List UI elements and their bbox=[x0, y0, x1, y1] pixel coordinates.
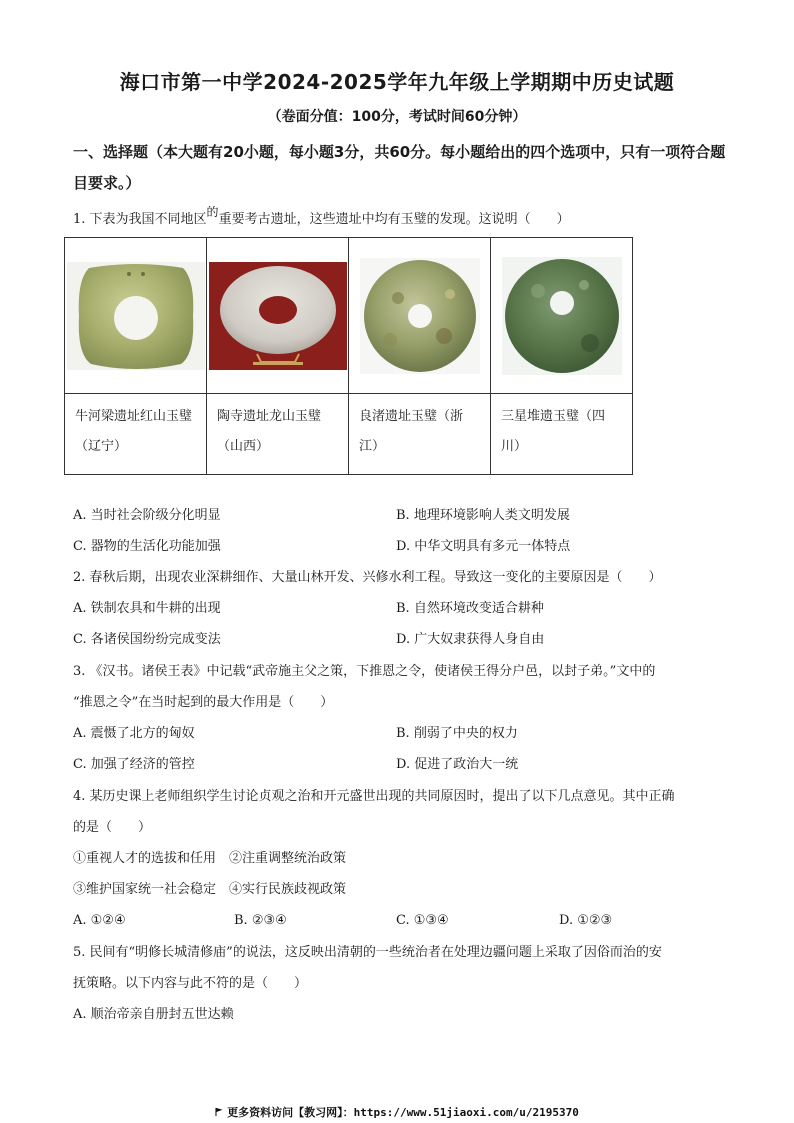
question-5-stem-line1: 5. 民间有“明修长城清修庙”的说法，这反映出清朝的一些统治者在处理边疆问题上采取了因俗而治的安 bbox=[73, 945, 662, 960]
footer-link[interactable] bbox=[0, 1104, 794, 1120]
question-1-stem-part2: 重要考古遗址，这些遗址中均有玉璧的发现。这说明（ ） bbox=[218, 212, 570, 227]
jade-bi-disc-dark-green-icon bbox=[502, 257, 622, 375]
relic-caption: 陶寺遗址龙山玉璧（山西） bbox=[207, 394, 349, 475]
question-1-option-a[interactable]: A. 当时社会阶级分化明显 bbox=[73, 508, 221, 523]
jade-bi-disc-white-on-red-icon bbox=[209, 262, 347, 370]
relic-caption: 良渚遗址玉璧（浙江） bbox=[349, 394, 491, 475]
relic-caption: 三星堆遗玉璧（四川） bbox=[491, 394, 633, 475]
question-3-option-c[interactable]: C. 加强了经济的管控 bbox=[73, 757, 195, 772]
question-2-stem: 2. 春秋后期，出现农业深耕细作、大量山林开发、兴修水利工程。导致这一变化的主要原因是（ ） bbox=[73, 570, 662, 585]
relic-image-cell bbox=[349, 238, 491, 394]
question-3-option-b[interactable]: B. 削弱了中央的权力 bbox=[396, 726, 518, 741]
question-3-option-d[interactable]: D. 促进了政治大一统 bbox=[396, 757, 519, 772]
question-5-stem-line2: 抚策略。以下内容与此不符的是（ ） bbox=[73, 976, 308, 991]
question-4-option-c[interactable]: C. ①③④ bbox=[396, 913, 449, 928]
question-4-points-line2: ③维护国家统一社会稳定 ④实行民族歧视政策 bbox=[73, 882, 347, 897]
question-3-stem-line2: “推恩之令”在当时起到的最大作用是（ ） bbox=[73, 695, 334, 710]
relic-image-cell bbox=[491, 238, 633, 394]
question-2-option-c[interactable]: C. 各诸侯国纷纷完成变法 bbox=[73, 632, 221, 647]
question-1-option-c[interactable]: C. 器物的生活化功能加强 bbox=[73, 539, 221, 554]
exam-info: （卷面分值：100分，考试时间60分钟） bbox=[267, 109, 527, 125]
question-3-stem-line1: 3. 《汉书。诸侯王表》中记载“武帝施主父之策，下推恩之令，使诸侯王得分户邑，以封子弟。”文中的 bbox=[73, 664, 656, 679]
relic-image-cell bbox=[65, 238, 207, 394]
question-1-stem-part1: 1. 下表为我国不同地区 bbox=[73, 212, 207, 227]
jade-bi-disc-green-icon bbox=[67, 262, 205, 370]
jade-bi-disc-mottled-icon bbox=[360, 258, 480, 374]
question-4-option-a[interactable]: A. ①②④ bbox=[73, 913, 126, 928]
question-1-stem bbox=[73, 204, 570, 235]
question-4-option-b[interactable]: B. ②③④ bbox=[234, 913, 287, 928]
question-4-stem-line1: 4. 某历史课上老师组织学生讨论贞观之治和开元盛世出现的共同原因时，提出了以下几点意见。其中正确 bbox=[73, 789, 675, 804]
page-title: 海口市第一中学2024-2025学年九年级上学期期中历史试题 bbox=[119, 70, 675, 94]
question-4-option-d[interactable]: D. ①②③ bbox=[559, 913, 613, 928]
question-4-points-line1: ①重视人才的选拔和任用 ②注重调整统治政策 bbox=[73, 851, 347, 866]
question-2-option-a[interactable]: A. 铁制农具和牛耕的出现 bbox=[73, 601, 221, 616]
question-1-option-b[interactable]: B. 地理环境影响人类文明发展 bbox=[396, 508, 570, 523]
flag-icon bbox=[215, 1108, 223, 1116]
question-1-stem-superscript: 的 bbox=[206, 205, 219, 219]
relics-table bbox=[64, 237, 633, 475]
question-2-option-b[interactable]: B. 自然环境改变适合耕种 bbox=[396, 601, 544, 616]
question-5-option-a[interactable]: A. 顺治帝亲自册封五世达赖 bbox=[73, 1007, 234, 1022]
relic-caption: 牛河梁遗址红山玉璧（辽宁） bbox=[65, 394, 207, 475]
footer-text: 更多资料访问【教习网】：https://www.51jiaoxi.com/u/2195370 bbox=[227, 1106, 579, 1119]
section-heading: 一、选择题（本大题有20小题，每小题3分，共60分。每小题给出的四个选项中，只有一项符合题目要求。） bbox=[73, 143, 726, 192]
question-4-stem-line2: 的是（ ） bbox=[73, 820, 152, 835]
relic-image-cell bbox=[207, 238, 349, 394]
question-1-option-d[interactable]: D. 中华文明具有多元一体特点 bbox=[396, 539, 571, 554]
question-3-option-a[interactable]: A. 震慑了北方的匈奴 bbox=[73, 726, 195, 741]
question-2-option-d[interactable]: D. 广大奴隶获得人身自由 bbox=[396, 632, 545, 647]
